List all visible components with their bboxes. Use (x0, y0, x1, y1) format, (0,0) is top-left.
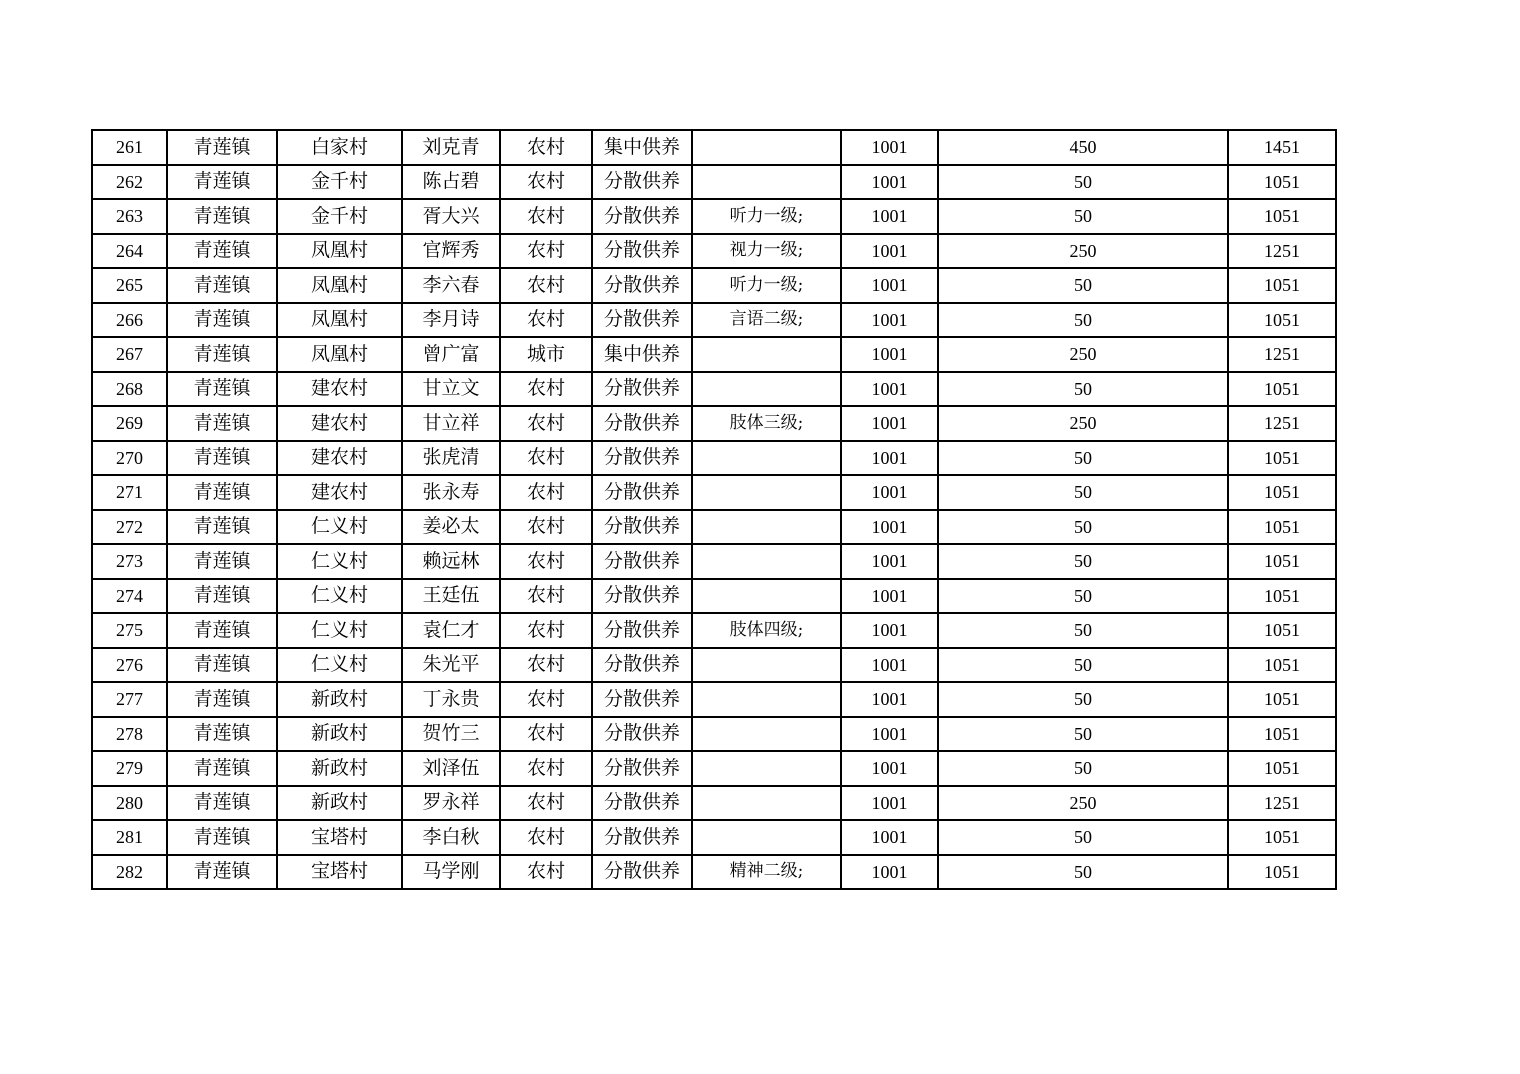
cell-name: 贺竹三 (402, 717, 500, 752)
cell-village: 新政村 (277, 786, 402, 821)
cell-support-type: 分散供养 (592, 441, 692, 476)
cell-base-amount: 1001 (841, 786, 938, 821)
cell-subsidy-amount: 50 (938, 268, 1228, 303)
cell-support-type: 分散供养 (592, 165, 692, 200)
cell-serial-number: 278 (92, 717, 167, 752)
cell-total-amount: 1051 (1228, 682, 1336, 717)
cell-subsidy-amount: 50 (938, 682, 1228, 717)
table-row (92, 751, 1336, 786)
table-row (92, 786, 1336, 821)
cell-area-type: 农村 (500, 717, 592, 752)
cell-disability-level: 视力一级; (692, 234, 841, 269)
cell-name: 罗永祥 (402, 786, 500, 821)
table-row (92, 648, 1336, 683)
table-row (92, 303, 1336, 338)
cell-area-type: 农村 (500, 682, 592, 717)
cell-serial-number: 269 (92, 406, 167, 441)
cell-name: 王廷伍 (402, 579, 500, 614)
table-row (92, 579, 1336, 614)
cell-subsidy-amount: 50 (938, 820, 1228, 855)
cell-total-amount: 1051 (1228, 648, 1336, 683)
cell-serial-number: 274 (92, 579, 167, 614)
cell-disability-level (692, 372, 841, 407)
cell-village: 仁义村 (277, 648, 402, 683)
table-row (92, 475, 1336, 510)
table-row (92, 441, 1336, 476)
cell-area-type: 农村 (500, 268, 592, 303)
cell-area-type: 农村 (500, 613, 592, 648)
cell-name: 甘立文 (402, 372, 500, 407)
cell-base-amount: 1001 (841, 130, 938, 165)
cell-subsidy-amount: 50 (938, 544, 1228, 579)
cell-town: 青莲镇 (167, 337, 277, 372)
cell-serial-number: 267 (92, 337, 167, 372)
cell-name: 陈占碧 (402, 165, 500, 200)
cell-total-amount: 1051 (1228, 613, 1336, 648)
cell-base-amount: 1001 (841, 544, 938, 579)
cell-disability-level (692, 786, 841, 821)
cell-disability-level (692, 820, 841, 855)
cell-village: 白家村 (277, 130, 402, 165)
cell-disability-level: 听力一级; (692, 268, 841, 303)
cell-base-amount: 1001 (841, 441, 938, 476)
cell-support-type: 分散供养 (592, 717, 692, 752)
cell-town: 青莲镇 (167, 579, 277, 614)
cell-serial-number: 277 (92, 682, 167, 717)
cell-name: 胥大兴 (402, 199, 500, 234)
cell-village: 金千村 (277, 165, 402, 200)
cell-name: 袁仁才 (402, 613, 500, 648)
cell-area-type: 农村 (500, 441, 592, 476)
cell-town: 青莲镇 (167, 406, 277, 441)
cell-support-type: 分散供养 (592, 613, 692, 648)
cell-base-amount: 1001 (841, 303, 938, 338)
cell-support-type: 集中供养 (592, 337, 692, 372)
cell-village: 仁义村 (277, 579, 402, 614)
cell-subsidy-amount: 50 (938, 613, 1228, 648)
cell-subsidy-amount: 50 (938, 855, 1228, 890)
cell-disability-level (692, 751, 841, 786)
cell-name: 张虎清 (402, 441, 500, 476)
cell-total-amount: 1051 (1228, 475, 1336, 510)
cell-area-type: 农村 (500, 130, 592, 165)
cell-name: 李六春 (402, 268, 500, 303)
cell-serial-number: 268 (92, 372, 167, 407)
cell-town: 青莲镇 (167, 544, 277, 579)
cell-town: 青莲镇 (167, 130, 277, 165)
cell-area-type: 农村 (500, 406, 592, 441)
table-row (92, 820, 1336, 855)
cell-town: 青莲镇 (167, 475, 277, 510)
cell-disability-level (692, 165, 841, 200)
cell-village: 建农村 (277, 441, 402, 476)
cell-total-amount: 1251 (1228, 234, 1336, 269)
cell-area-type: 农村 (500, 234, 592, 269)
table-row (92, 337, 1336, 372)
cell-area-type: 农村 (500, 199, 592, 234)
cell-base-amount: 1001 (841, 855, 938, 890)
cell-area-type: 农村 (500, 475, 592, 510)
cell-town: 青莲镇 (167, 234, 277, 269)
cell-total-amount: 1251 (1228, 786, 1336, 821)
cell-subsidy-amount: 50 (938, 579, 1228, 614)
cell-town: 青莲镇 (167, 199, 277, 234)
cell-support-type: 分散供养 (592, 682, 692, 717)
cell-support-type: 分散供养 (592, 579, 692, 614)
cell-disability-level (692, 130, 841, 165)
cell-support-type: 分散供养 (592, 475, 692, 510)
cell-base-amount: 1001 (841, 268, 938, 303)
cell-support-type: 分散供养 (592, 234, 692, 269)
cell-base-amount: 1001 (841, 199, 938, 234)
cell-serial-number: 261 (92, 130, 167, 165)
cell-base-amount: 1001 (841, 579, 938, 614)
cell-serial-number: 272 (92, 510, 167, 545)
cell-serial-number: 270 (92, 441, 167, 476)
cell-total-amount: 1051 (1228, 303, 1336, 338)
cell-village: 宝塔村 (277, 820, 402, 855)
cell-area-type: 农村 (500, 820, 592, 855)
cell-subsidy-amount: 250 (938, 234, 1228, 269)
cell-total-amount: 1251 (1228, 337, 1336, 372)
table-row (92, 130, 1336, 165)
cell-serial-number: 264 (92, 234, 167, 269)
cell-subsidy-amount: 50 (938, 199, 1228, 234)
cell-name: 张永寿 (402, 475, 500, 510)
cell-area-type: 农村 (500, 648, 592, 683)
cell-town: 青莲镇 (167, 441, 277, 476)
cell-disability-level: 听力一级; (692, 199, 841, 234)
cell-subsidy-amount: 50 (938, 441, 1228, 476)
cell-disability-level (692, 441, 841, 476)
cell-village: 凤凰村 (277, 303, 402, 338)
cell-base-amount: 1001 (841, 751, 938, 786)
cell-village: 建农村 (277, 475, 402, 510)
cell-name: 姜必太 (402, 510, 500, 545)
cell-subsidy-amount: 50 (938, 510, 1228, 545)
cell-village: 凤凰村 (277, 337, 402, 372)
cell-town: 青莲镇 (167, 820, 277, 855)
cell-serial-number: 282 (92, 855, 167, 890)
cell-disability-level (692, 337, 841, 372)
cell-disability-level (692, 717, 841, 752)
cell-subsidy-amount: 50 (938, 648, 1228, 683)
cell-town: 青莲镇 (167, 717, 277, 752)
cell-village: 凤凰村 (277, 234, 402, 269)
cell-subsidy-amount: 50 (938, 372, 1228, 407)
cell-total-amount: 1051 (1228, 579, 1336, 614)
cell-name: 李白秋 (402, 820, 500, 855)
cell-serial-number: 262 (92, 165, 167, 200)
cell-support-type: 分散供养 (592, 303, 692, 338)
cell-disability-level (692, 475, 841, 510)
cell-disability-level: 肢体三级; (692, 406, 841, 441)
cell-name: 丁永贵 (402, 682, 500, 717)
cell-subsidy-amount: 250 (938, 337, 1228, 372)
cell-village: 凤凰村 (277, 268, 402, 303)
cell-support-type: 分散供养 (592, 268, 692, 303)
cell-total-amount: 1451 (1228, 130, 1336, 165)
cell-area-type: 农村 (500, 303, 592, 338)
cell-area-type: 农村 (500, 372, 592, 407)
cell-total-amount: 1051 (1228, 544, 1336, 579)
table-row (92, 372, 1336, 407)
cell-support-type: 分散供养 (592, 544, 692, 579)
cell-support-type: 分散供养 (592, 199, 692, 234)
cell-town: 青莲镇 (167, 303, 277, 338)
table-row (92, 234, 1336, 269)
cell-town: 青莲镇 (167, 786, 277, 821)
cell-serial-number: 281 (92, 820, 167, 855)
cell-base-amount: 1001 (841, 337, 938, 372)
cell-subsidy-amount: 50 (938, 717, 1228, 752)
cell-subsidy-amount: 50 (938, 165, 1228, 200)
cell-serial-number: 266 (92, 303, 167, 338)
cell-area-type: 城市 (500, 337, 592, 372)
cell-support-type: 分散供养 (592, 406, 692, 441)
cell-subsidy-amount: 50 (938, 751, 1228, 786)
cell-serial-number: 279 (92, 751, 167, 786)
cell-village: 新政村 (277, 682, 402, 717)
cell-serial-number: 265 (92, 268, 167, 303)
cell-subsidy-amount: 50 (938, 303, 1228, 338)
cell-base-amount: 1001 (841, 372, 938, 407)
cell-subsidy-amount: 250 (938, 786, 1228, 821)
cell-name: 朱光平 (402, 648, 500, 683)
cell-name: 刘克青 (402, 130, 500, 165)
cell-area-type: 农村 (500, 751, 592, 786)
cell-base-amount: 1001 (841, 648, 938, 683)
cell-disability-level (692, 579, 841, 614)
cell-town: 青莲镇 (167, 165, 277, 200)
table-row (92, 613, 1336, 648)
cell-total-amount: 1051 (1228, 510, 1336, 545)
cell-area-type: 农村 (500, 510, 592, 545)
cell-name: 李月诗 (402, 303, 500, 338)
cell-total-amount: 1051 (1228, 717, 1336, 752)
cell-area-type: 农村 (500, 544, 592, 579)
cell-disability-level (692, 682, 841, 717)
cell-serial-number: 263 (92, 199, 167, 234)
cell-name: 甘立祥 (402, 406, 500, 441)
table-row (92, 682, 1336, 717)
cell-village: 建农村 (277, 406, 402, 441)
cell-serial-number: 273 (92, 544, 167, 579)
cell-disability-level: 肢体四级; (692, 613, 841, 648)
cell-support-type: 分散供养 (592, 820, 692, 855)
cell-name: 刘泽伍 (402, 751, 500, 786)
cell-area-type: 农村 (500, 579, 592, 614)
cell-base-amount: 1001 (841, 717, 938, 752)
cell-town: 青莲镇 (167, 855, 277, 890)
records-table (91, 129, 1337, 890)
cell-support-type: 分散供养 (592, 372, 692, 407)
cell-base-amount: 1001 (841, 510, 938, 545)
cell-base-amount: 1001 (841, 406, 938, 441)
cell-village: 新政村 (277, 717, 402, 752)
cell-town: 青莲镇 (167, 682, 277, 717)
table-row (92, 855, 1336, 890)
cell-name: 官辉秀 (402, 234, 500, 269)
cell-total-amount: 1051 (1228, 855, 1336, 890)
cell-total-amount: 1051 (1228, 820, 1336, 855)
cell-total-amount: 1051 (1228, 751, 1336, 786)
cell-disability-level (692, 544, 841, 579)
cell-village: 建农村 (277, 372, 402, 407)
cell-disability-level: 精神二级; (692, 855, 841, 890)
table-row (92, 544, 1336, 579)
cell-area-type: 农村 (500, 855, 592, 890)
cell-base-amount: 1001 (841, 682, 938, 717)
cell-disability-level (692, 510, 841, 545)
cell-name: 曾广富 (402, 337, 500, 372)
cell-subsidy-amount: 50 (938, 475, 1228, 510)
cell-town: 青莲镇 (167, 648, 277, 683)
cell-town: 青莲镇 (167, 510, 277, 545)
cell-support-type: 分散供养 (592, 751, 692, 786)
cell-support-type: 分散供养 (592, 786, 692, 821)
cell-base-amount: 1001 (841, 613, 938, 648)
cell-support-type: 分散供养 (592, 510, 692, 545)
cell-town: 青莲镇 (167, 372, 277, 407)
cell-total-amount: 1051 (1228, 165, 1336, 200)
table-row (92, 406, 1336, 441)
cell-name: 赖远林 (402, 544, 500, 579)
cell-town: 青莲镇 (167, 751, 277, 786)
cell-village: 金千村 (277, 199, 402, 234)
cell-base-amount: 1001 (841, 234, 938, 269)
cell-total-amount: 1051 (1228, 372, 1336, 407)
cell-village: 仁义村 (277, 613, 402, 648)
cell-village: 仁义村 (277, 544, 402, 579)
cell-subsidy-amount: 250 (938, 406, 1228, 441)
cell-serial-number: 271 (92, 475, 167, 510)
cell-total-amount: 1051 (1228, 441, 1336, 476)
cell-base-amount: 1001 (841, 820, 938, 855)
cell-base-amount: 1001 (841, 475, 938, 510)
cell-subsidy-amount: 450 (938, 130, 1228, 165)
table-row (92, 510, 1336, 545)
cell-village: 宝塔村 (277, 855, 402, 890)
cell-total-amount: 1051 (1228, 268, 1336, 303)
cell-support-type: 分散供养 (592, 648, 692, 683)
cell-disability-level (692, 648, 841, 683)
cell-village: 新政村 (277, 751, 402, 786)
cell-total-amount: 1251 (1228, 406, 1336, 441)
cell-serial-number: 275 (92, 613, 167, 648)
table-row (92, 199, 1336, 234)
cell-total-amount: 1051 (1228, 199, 1336, 234)
cell-disability-level: 言语二级; (692, 303, 841, 338)
cell-town: 青莲镇 (167, 268, 277, 303)
cell-area-type: 农村 (500, 786, 592, 821)
cell-support-type: 集中供养 (592, 130, 692, 165)
cell-area-type: 农村 (500, 165, 592, 200)
table-row (92, 165, 1336, 200)
cell-village: 仁义村 (277, 510, 402, 545)
table-row (92, 717, 1336, 752)
table-row (92, 268, 1336, 303)
cell-base-amount: 1001 (841, 165, 938, 200)
cell-name: 马学刚 (402, 855, 500, 890)
cell-support-type: 分散供养 (592, 855, 692, 890)
cell-town: 青莲镇 (167, 613, 277, 648)
table-body (92, 130, 1336, 889)
cell-serial-number: 276 (92, 648, 167, 683)
cell-serial-number: 280 (92, 786, 167, 821)
